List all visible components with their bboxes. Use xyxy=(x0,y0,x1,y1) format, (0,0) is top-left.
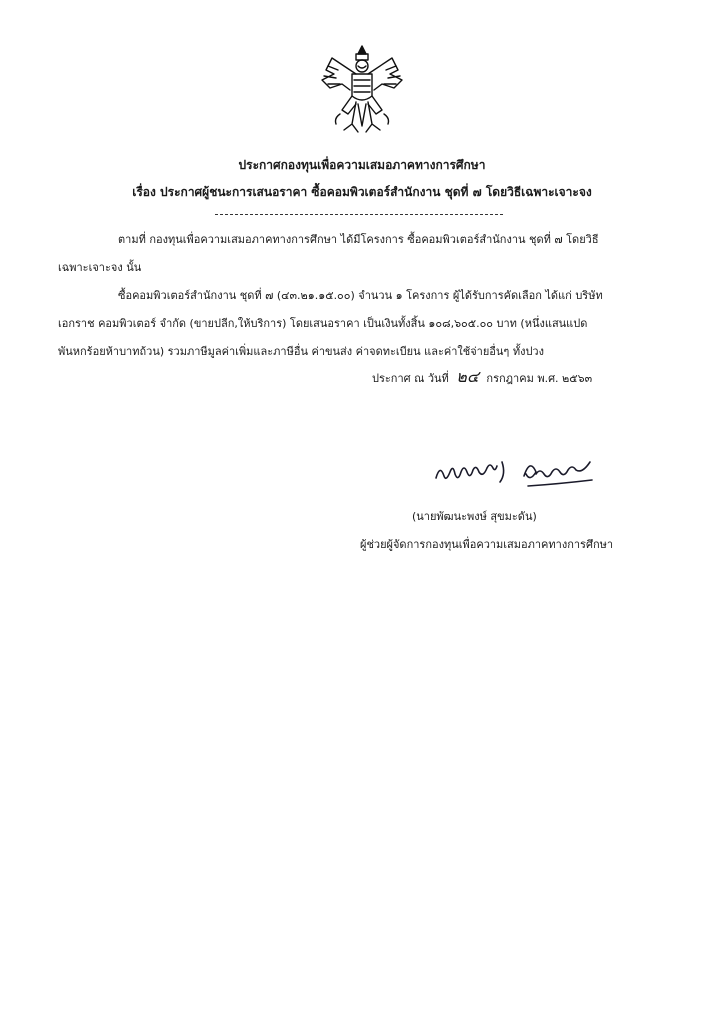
paragraph-1-line-1: ตามที่ กองทุนเพื่อความเสมอภาคทางการศึกษา ได้มีโครงการ ซื้อคอมพิวเตอร์สำนักงาน ชุดที่ ๗ โดยวิธี xyxy=(118,233,599,246)
paragraph-1 xyxy=(58,226,668,282)
paragraph-2-line-3: พันหกร้อยห้าบาทถ้วน) รวมภาษีมูลค่าเพิ่มและภาษีอื่น ค่าขนส่ง ค่าจดทะเบียน และค่าใช้จ่ายอื่นๆ ทั้งปวง xyxy=(58,345,544,358)
signer-name: (นายพัฒนะพงษ์ สุขมะดัน) xyxy=(412,510,537,523)
handwritten-signature xyxy=(432,452,602,492)
garuda-emblem-icon xyxy=(312,40,412,140)
date-month-year: กรกฎาคม พ.ศ. ๒๕๖๓ xyxy=(486,372,593,385)
document-subject: เรื่อง ประกาศผู้ชนะการเสนอราคา ซื้อคอมพิวเตอร์สำนักงาน ชุดที่ ๗ โดยวิธีเฉพาะเจาะจง xyxy=(132,185,592,199)
paragraph-2-line-2: เอกราช คอมพิวเตอร์ จำกัด (ขายปลีก,ให้บริการ) โดยเสนอราคา เป็นเงินทั้งสิ้น ๑๐๘,๖๐๕.๐๐ บาท (หนึ่งแสนแปด xyxy=(58,317,588,330)
date-prefix: ประกาศ ณ วันที่ xyxy=(372,372,449,385)
date-day-handwritten: ๒๔ xyxy=(456,367,479,386)
paragraph-2-line-1: ซื้อคอมพิวเตอร์สำนักงาน ชุดที่ ๗ (๔๓.๒๑.๑๕.๐๐) จำนวน ๑ โครงการ ผู้ได้รับการคัดเลือก ได้แก่ บริษัท xyxy=(118,289,603,302)
paragraph-2 xyxy=(58,282,668,366)
signer-position: ผู้ช่วยผู้จัดการกองทุนเพื่อความเสมอภาคทางการศึกษา xyxy=(360,538,614,551)
announcement-date xyxy=(372,365,592,390)
paragraph-1-line-2: เฉพาะเจาะจง นั้น xyxy=(58,261,142,274)
document-title: ประกาศกองทุนเพื่อความเสมอภาคทางการศึกษา xyxy=(238,158,486,172)
dashed-divider xyxy=(215,214,503,215)
